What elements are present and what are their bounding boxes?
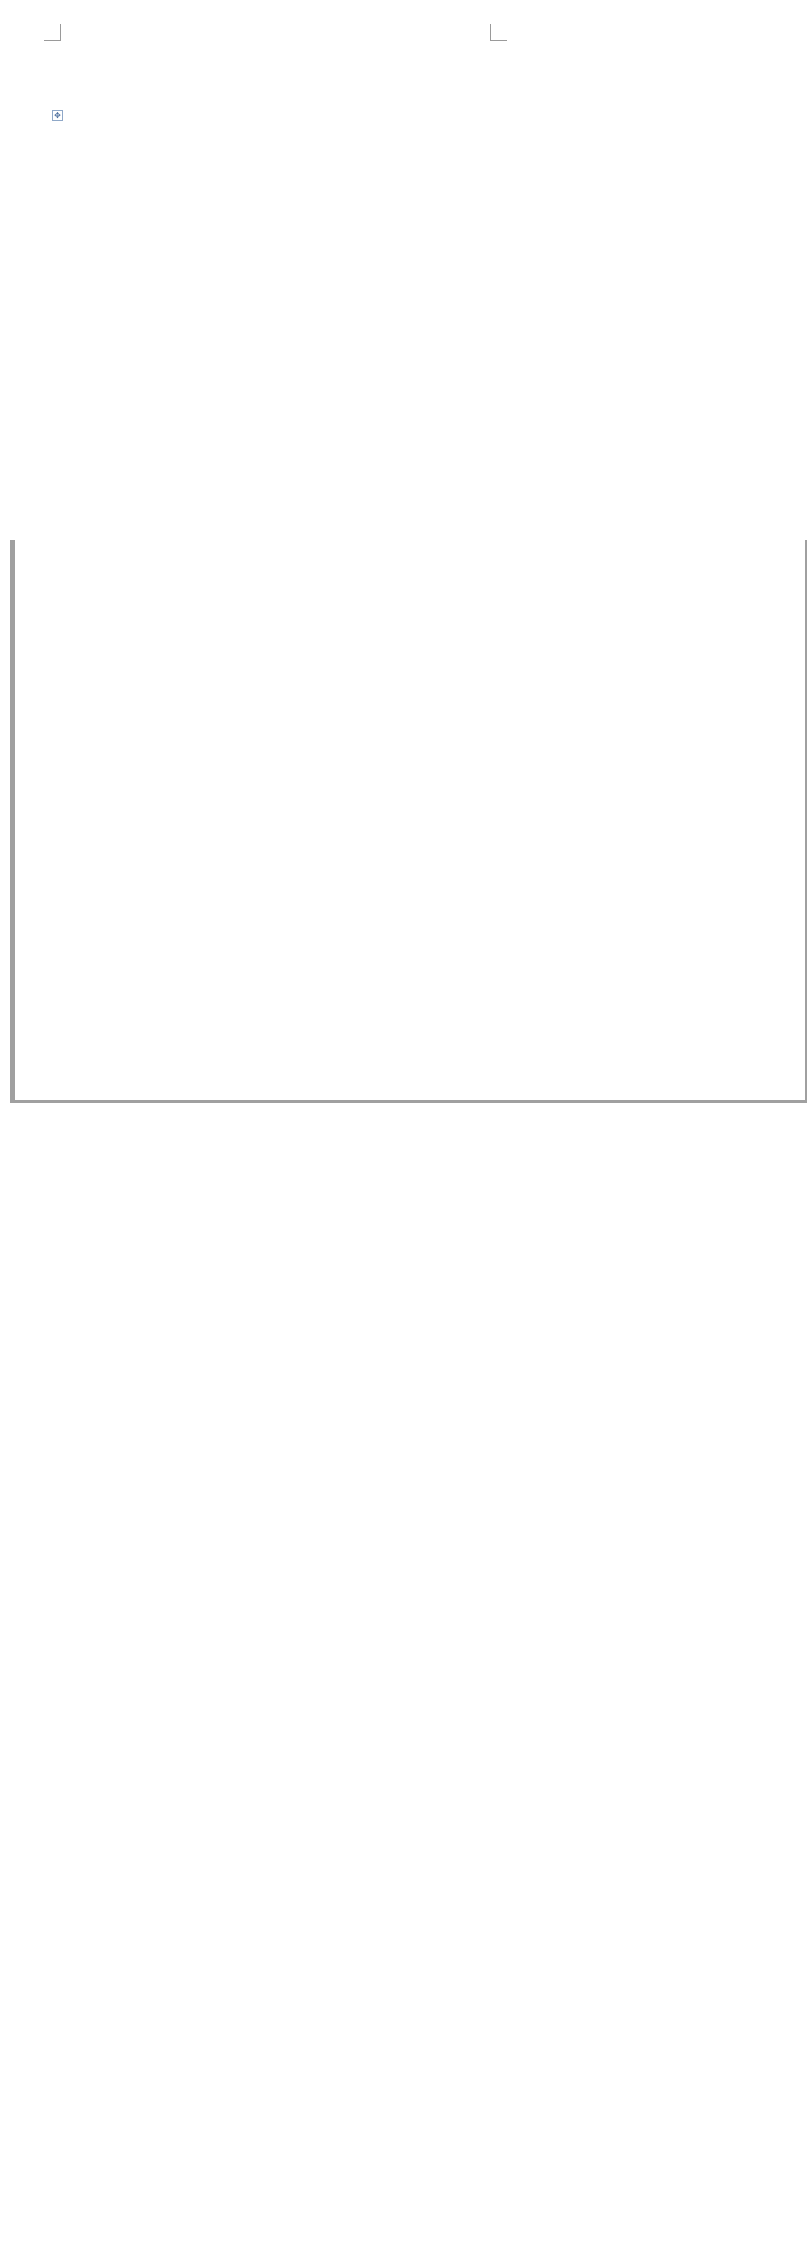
crop-mark [44,24,61,41]
crop-mark [490,24,507,41]
page-boundary [10,540,807,1103]
table-move-handle-icon[interactable]: ✥ [52,110,63,121]
